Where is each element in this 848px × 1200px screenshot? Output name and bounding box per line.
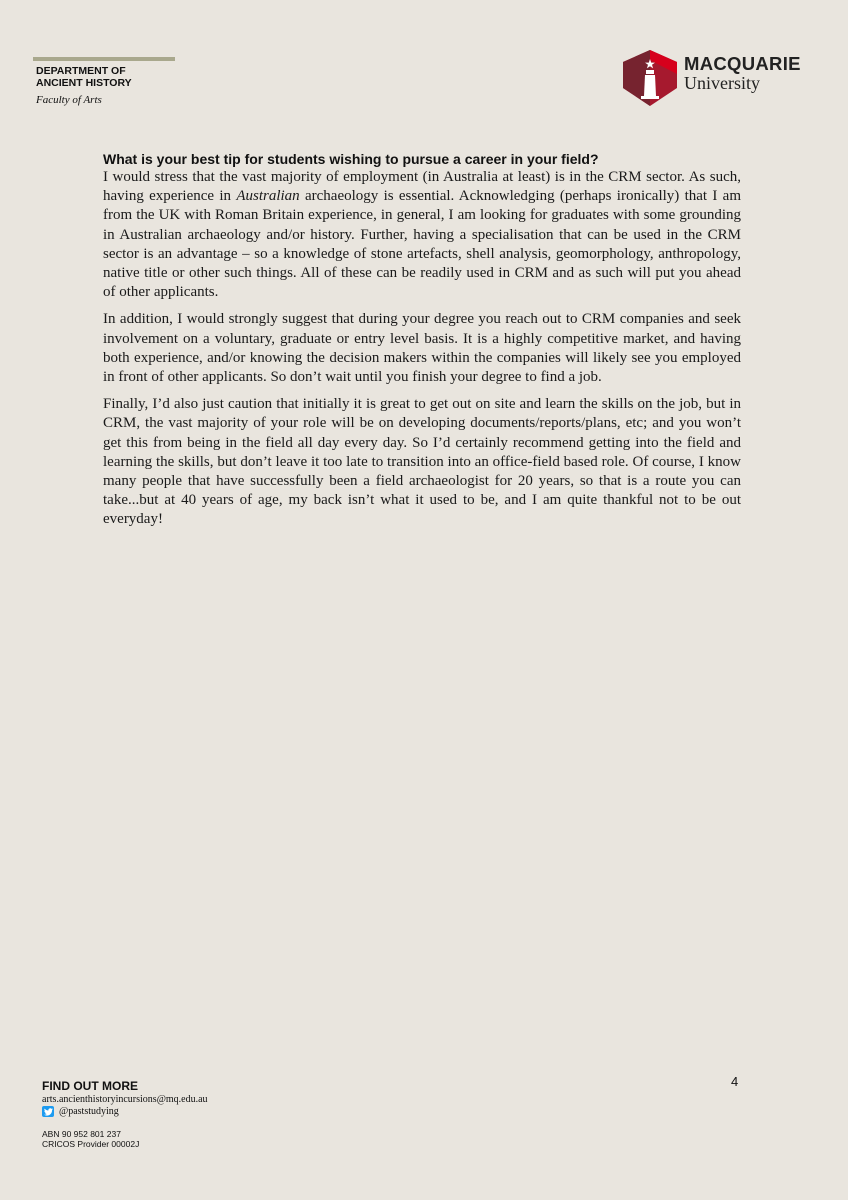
twitter-icon: [42, 1106, 54, 1117]
faculty-name: Faculty of Arts: [36, 94, 102, 106]
department-line-1: DEPARTMENT OF: [36, 65, 126, 77]
paragraph-1-italic: Australian: [236, 188, 300, 205]
page-number: 4: [731, 1074, 739, 1089]
find-out-more-heading: FIND OUT MORE: [42, 1079, 138, 1093]
article-body: [103, 150, 741, 538]
university-logo: [623, 50, 813, 106]
contact-email[interactable]: arts.ancienthistoryincursions@mq.edu.au: [42, 1094, 208, 1105]
logo-subtitle: University: [684, 73, 760, 93]
abn-number: ABN 90 952 801 237: [42, 1129, 121, 1139]
paragraph-3: Finally, I’d also just caution that initially it is great to get out on site and learn the skills on the job, but in CRM, the vast majority of your role will be on developing documents/reports/plans, etc; and you won’t get this from being in the field all day every day. So I’d certainly recommend getting into the field and learning the skills, but don’t leave it too late to transition into an office-field based role. Of course, I know many people that have successfully been a field archaeologist for 20 years, so that is a route you can take...but at 40 years of age, my back isn’t what it used to be, and I am quite thankful not to be out everyday!: [103, 396, 741, 528]
department-line-2: ANCIENT HISTORY: [36, 76, 132, 89]
cricos-number: CRICOS Provider 00002J: [42, 1139, 140, 1149]
logo-wordmark: MACQUARIE: [684, 53, 801, 74]
header-rule: [33, 57, 175, 61]
paragraph-1: [103, 168, 741, 302]
paragraph-2: In addition, I would strongly suggest that during your degree you reach out to CRM companies and seek involvement on a voluntary, graduate or entry level basis. It is a highly competitive market, and having both experience, and/or knowing the decision makers within the companies will likely see you employed in front of other applicants. So don’t wait until you finish your degree to find a job.: [103, 311, 741, 386]
twitter-link[interactable]: [42, 1106, 119, 1117]
paragraph-1-part-1: I would stress that the vast majority of employment (in Australia at least) is in the CRM sector. As such, having experience in: [103, 169, 741, 205]
twitter-handle: @paststudying: [59, 1106, 119, 1117]
lighthouse-shield-icon: [623, 50, 677, 106]
legal-info: [42, 1129, 139, 1149]
paragraph-1-part-2: archaeology is essential. Acknowledging (perhaps ironically) that I am from the UK with Roman Britain experience, in general, I am looking for graduates with some grounding in Australian archaeology and/or history. Further, having a specialisation that can be used in the CRM sector is an advantage – so a knowledge of stone artefacts, shell analysis, geomorphology, anthropology, native title or other such things. All of these can be readily used in CRM and as such will put you ahead of other applicants.: [103, 188, 741, 301]
department-name: [36, 66, 132, 89]
question-heading: What is your best tip for students wishing to pursue a career in your field?: [103, 151, 599, 167]
